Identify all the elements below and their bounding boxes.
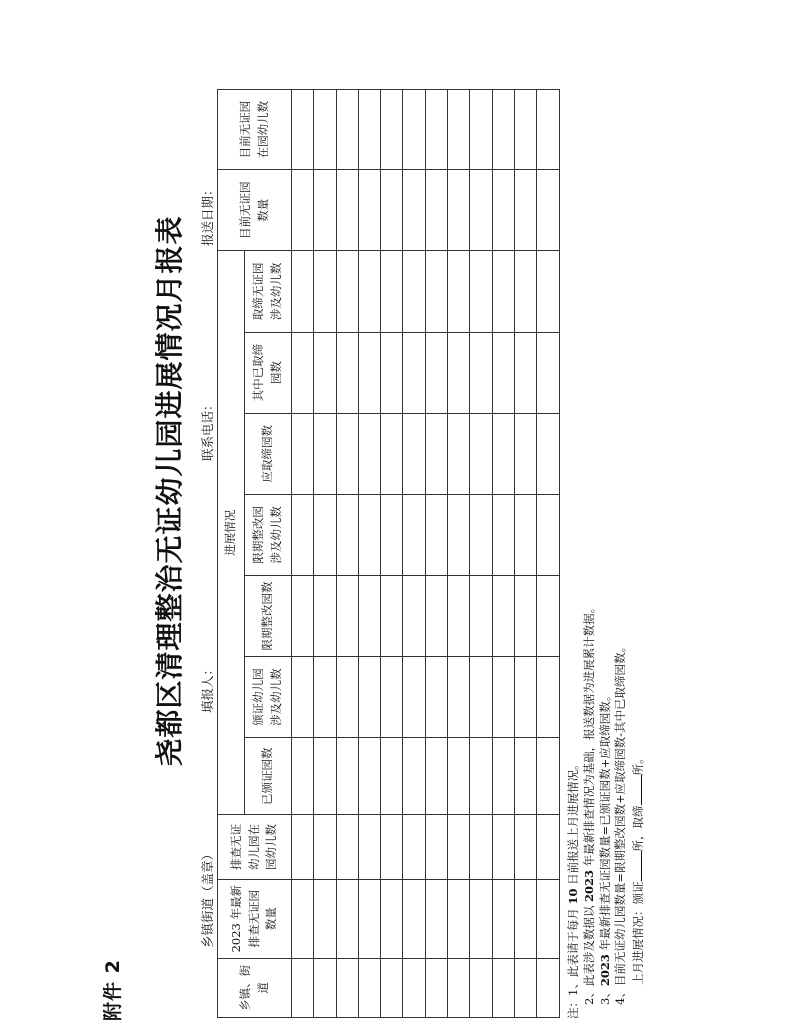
table-cell[interactable] xyxy=(292,251,314,332)
table-cell[interactable] xyxy=(492,879,514,958)
table-cell[interactable] xyxy=(425,815,447,879)
table-cell[interactable] xyxy=(470,879,492,958)
table-cell[interactable] xyxy=(448,657,470,738)
table-cell[interactable] xyxy=(470,575,492,656)
table-cell[interactable] xyxy=(292,657,314,738)
table-row xyxy=(537,90,559,1018)
table-cell[interactable] xyxy=(537,657,559,738)
table-cell[interactable] xyxy=(514,170,536,251)
header-progress-group: 进展情况 xyxy=(218,251,245,815)
header-town: 乡镇、街道 xyxy=(218,958,292,1017)
table-cell[interactable] xyxy=(314,494,336,575)
note-3: 3、2023 年最新排查无证园数量=已颁证园数+应取缔园数。 xyxy=(597,689,612,1005)
table-cell[interactable] xyxy=(514,413,536,494)
header-rectify-children: 限期整改园涉及幼儿数 xyxy=(245,494,292,575)
header-current-children: 目前无证园在园幼儿数 xyxy=(218,90,292,170)
header-banned: 其中已取缔园数 xyxy=(245,332,292,413)
table-cell[interactable] xyxy=(292,879,314,958)
table-cell[interactable] xyxy=(492,494,514,575)
table-cell[interactable] xyxy=(403,958,425,1017)
table-row xyxy=(381,90,403,1018)
table-cell[interactable] xyxy=(514,879,536,958)
table-cell[interactable] xyxy=(537,575,559,656)
table-cell[interactable] xyxy=(514,494,536,575)
table-cell[interactable] xyxy=(470,815,492,879)
table-cell[interactable] xyxy=(292,958,314,1017)
table-cell[interactable] xyxy=(492,332,514,413)
header-count-2023: 2023 年最新排查无证园数量 xyxy=(218,879,292,958)
table-cell[interactable] xyxy=(448,494,470,575)
page-title: 尧都区清理整治无证幼儿园进展情况月报表 xyxy=(153,215,186,767)
table-cell[interactable] xyxy=(492,958,514,1017)
header-banned-children: 取缔无证园涉及幼儿数 xyxy=(245,251,292,332)
table-cell[interactable] xyxy=(358,879,380,958)
table-cell[interactable] xyxy=(514,657,536,738)
table-cell[interactable] xyxy=(448,170,470,251)
table-cell[interactable] xyxy=(358,170,380,251)
table-cell[interactable] xyxy=(470,413,492,494)
table-cell[interactable] xyxy=(358,575,380,656)
table-cell[interactable] xyxy=(314,815,336,879)
header-should-ban: 应取缔园数 xyxy=(245,413,292,494)
table-cell[interactable] xyxy=(292,332,314,413)
table-row xyxy=(314,90,336,1018)
table-cell[interactable] xyxy=(381,738,403,815)
header-rectify: 限期整改园数 xyxy=(245,575,292,656)
table-cell[interactable] xyxy=(492,251,514,332)
table-cell[interactable] xyxy=(537,90,559,170)
table-cell[interactable] xyxy=(514,251,536,332)
table-row xyxy=(358,90,380,1018)
table-cell[interactable] xyxy=(314,657,336,738)
table-cell[interactable] xyxy=(403,90,425,170)
table-cell[interactable] xyxy=(314,575,336,656)
table-cell[interactable] xyxy=(514,815,536,879)
table-cell[interactable] xyxy=(381,413,403,494)
table-cell[interactable] xyxy=(381,879,403,958)
table-cell[interactable] xyxy=(381,575,403,656)
table-cell[interactable] xyxy=(403,251,425,332)
table-cell[interactable] xyxy=(425,738,447,815)
table-cell[interactable] xyxy=(425,657,447,738)
table-cell[interactable] xyxy=(381,251,403,332)
table-cell[interactable] xyxy=(358,657,380,738)
report-date-label: 报送日期： xyxy=(200,183,215,246)
table-cell[interactable] xyxy=(336,332,358,413)
table-cell[interactable] xyxy=(292,170,314,251)
table-cell[interactable] xyxy=(448,90,470,170)
table-cell[interactable] xyxy=(381,90,403,170)
table-cell[interactable] xyxy=(470,170,492,251)
table-cell[interactable] xyxy=(492,815,514,879)
table-cell[interactable] xyxy=(425,494,447,575)
table-cell[interactable] xyxy=(514,90,536,170)
table-cell[interactable] xyxy=(537,815,559,879)
table-cell[interactable] xyxy=(292,494,314,575)
table-cell[interactable] xyxy=(448,738,470,815)
table-cell[interactable] xyxy=(336,170,358,251)
table-cell[interactable] xyxy=(492,90,514,170)
table-cell[interactable] xyxy=(358,815,380,879)
table-cell[interactable] xyxy=(292,815,314,879)
table-cell[interactable] xyxy=(448,958,470,1017)
table-cell[interactable] xyxy=(381,657,403,738)
note-2: 2、此表涉及数据以 2023 年最新排查情况为基础，报送数据为进展累计数据。 xyxy=(581,601,596,1005)
table-cell[interactable] xyxy=(336,494,358,575)
table-cell[interactable] xyxy=(336,575,358,656)
table-cell[interactable] xyxy=(403,413,425,494)
header-children-2023: 排查无证幼儿园在园幼儿数 xyxy=(218,815,292,879)
table-cell[interactable] xyxy=(336,90,358,170)
table-cell[interactable] xyxy=(358,90,380,170)
table-row xyxy=(514,90,536,1018)
table-cell[interactable] xyxy=(292,90,314,170)
table-cell[interactable] xyxy=(470,90,492,170)
note-4: 4、目前无证幼儿园数量=限期整改园数+应取缔园数-其中已取缔园数。 xyxy=(613,641,628,1005)
table-cell[interactable] xyxy=(292,575,314,656)
table-cell[interactable] xyxy=(425,251,447,332)
table-cell[interactable] xyxy=(537,494,559,575)
table-cell[interactable] xyxy=(492,413,514,494)
table-cell[interactable] xyxy=(358,738,380,815)
table-cell[interactable] xyxy=(470,958,492,1017)
table-cell[interactable] xyxy=(470,494,492,575)
table-cell[interactable] xyxy=(358,332,380,413)
table-cell[interactable] xyxy=(470,332,492,413)
table-cell[interactable] xyxy=(336,251,358,332)
phone-label: 联系电话： xyxy=(200,398,215,461)
table-cell[interactable] xyxy=(381,170,403,251)
header-current-count: 目前无证园数量 xyxy=(218,170,292,251)
table-cell[interactable] xyxy=(470,657,492,738)
table-cell[interactable] xyxy=(514,958,536,1017)
table-cell[interactable] xyxy=(492,657,514,738)
table-cell[interactable] xyxy=(336,879,358,958)
table-cell[interactable] xyxy=(425,879,447,958)
filler-label: 填报人： xyxy=(200,662,215,713)
notes xyxy=(566,602,647,1019)
table-cell[interactable] xyxy=(448,251,470,332)
table-cell[interactable] xyxy=(403,657,425,738)
table-cell[interactable] xyxy=(470,251,492,332)
table-cell[interactable] xyxy=(336,958,358,1017)
table-cell[interactable] xyxy=(403,879,425,958)
header-licensed-children: 颁证幼儿园涉及幼儿数 xyxy=(245,657,292,738)
table-cell[interactable] xyxy=(448,815,470,879)
table-row xyxy=(492,90,514,1018)
table-cell[interactable] xyxy=(448,332,470,413)
banned-blank[interactable] xyxy=(629,776,642,806)
table-cell[interactable] xyxy=(403,332,425,413)
table-row xyxy=(336,90,358,1018)
table-cell[interactable] xyxy=(358,413,380,494)
table-cell[interactable] xyxy=(314,90,336,170)
table-cell[interactable] xyxy=(336,738,358,815)
table-cell[interactable] xyxy=(358,958,380,1017)
table-cell[interactable] xyxy=(448,879,470,958)
table-row xyxy=(470,90,492,1018)
attachment-label: 附件 2 xyxy=(102,959,124,1021)
table-cell[interactable] xyxy=(492,575,514,656)
table-cell[interactable] xyxy=(537,413,559,494)
table-row xyxy=(425,90,447,1018)
table-row xyxy=(292,90,314,1018)
table-cell[interactable] xyxy=(425,413,447,494)
table-cell[interactable] xyxy=(381,332,403,413)
table-cell[interactable] xyxy=(314,958,336,1017)
note-1: 注：1、此表请于每月 10 日前报送上月进展情况。 xyxy=(566,758,580,1019)
table-cell[interactable] xyxy=(514,332,536,413)
table-cell[interactable] xyxy=(537,251,559,332)
table-cell[interactable] xyxy=(314,251,336,332)
table-cell[interactable] xyxy=(314,879,336,958)
table-cell[interactable] xyxy=(492,170,514,251)
table-cell[interactable] xyxy=(336,657,358,738)
table-row xyxy=(403,90,425,1018)
table-cell[interactable] xyxy=(448,413,470,494)
table-cell[interactable] xyxy=(514,738,536,815)
table-cell[interactable] xyxy=(314,170,336,251)
table-cell[interactable] xyxy=(292,738,314,815)
table-cell[interactable] xyxy=(314,332,336,413)
table-cell[interactable] xyxy=(314,738,336,815)
table-cell[interactable] xyxy=(425,958,447,1017)
table-cell[interactable] xyxy=(537,332,559,413)
table-cell[interactable] xyxy=(425,575,447,656)
table-cell[interactable] xyxy=(492,738,514,815)
table-cell[interactable] xyxy=(425,332,447,413)
table-cell[interactable] xyxy=(537,170,559,251)
licensed-blank[interactable] xyxy=(629,852,642,882)
table-cell[interactable] xyxy=(403,575,425,656)
table-cell[interactable] xyxy=(358,494,380,575)
table-cell[interactable] xyxy=(358,251,380,332)
table-cell[interactable] xyxy=(403,738,425,815)
table-cell[interactable] xyxy=(425,90,447,170)
table-cell[interactable] xyxy=(403,815,425,879)
table-cell[interactable] xyxy=(292,413,314,494)
table-cell[interactable] xyxy=(403,170,425,251)
table-cell[interactable] xyxy=(470,738,492,815)
table-cell[interactable] xyxy=(381,958,403,1017)
progress-report-table xyxy=(217,89,560,1018)
table-cell[interactable] xyxy=(381,815,403,879)
table-cell[interactable] xyxy=(537,879,559,958)
town-stamp-label: 乡镇街道（盖章） xyxy=(200,847,215,948)
table-cell[interactable] xyxy=(537,738,559,815)
table-cell[interactable] xyxy=(425,170,447,251)
header-licensed: 已颁证园数 xyxy=(245,738,292,815)
table-cell[interactable] xyxy=(381,494,403,575)
table-cell[interactable] xyxy=(514,575,536,656)
table-cell[interactable] xyxy=(403,494,425,575)
table-row xyxy=(448,90,470,1018)
table-cell[interactable] xyxy=(448,575,470,656)
table-cell[interactable] xyxy=(314,413,336,494)
table-cell[interactable] xyxy=(336,815,358,879)
table-body xyxy=(292,90,560,1018)
table-cell[interactable] xyxy=(336,413,358,494)
note-last-month: 上月进展情况：颁证所，取缔所。 xyxy=(631,752,646,985)
table-cell[interactable] xyxy=(537,958,559,1017)
